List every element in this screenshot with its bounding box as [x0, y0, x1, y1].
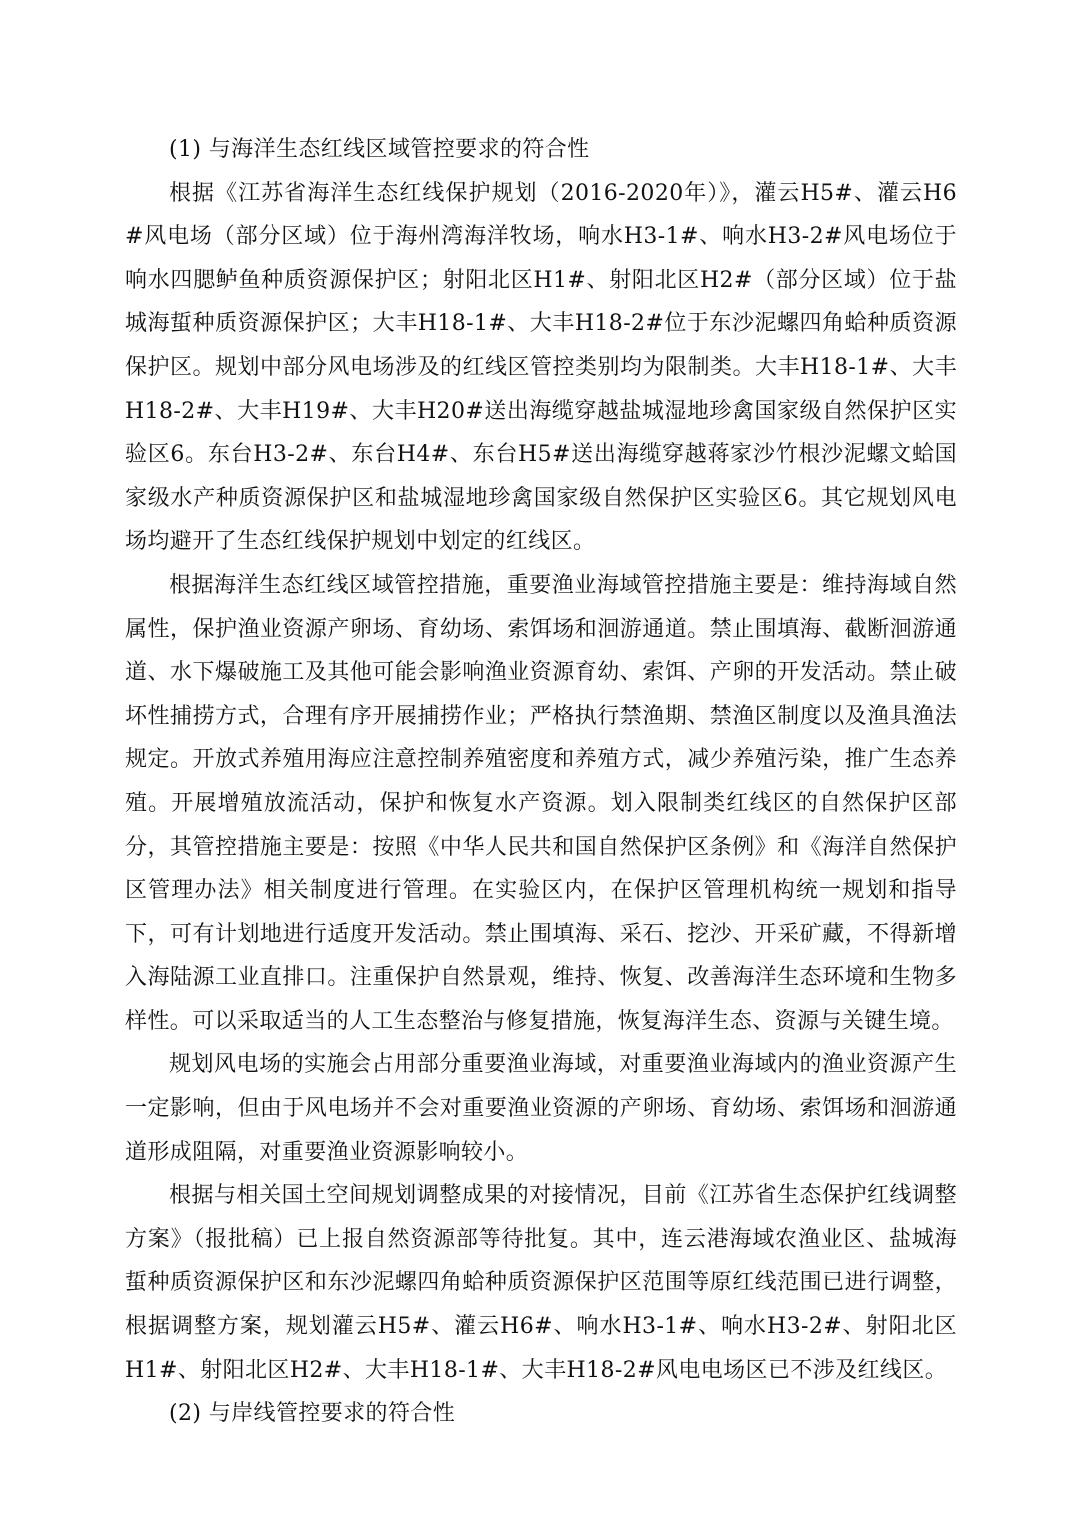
- paragraph-adjustment-plan: 根据与相关国土空间规划调整成果的对接情况，目前《江苏省生态保护红线调整方案》（报批稿）已上报自然资源部等待批复。其中，连云港海域农渔业区、盐城海蜇种质资源保护区和东沙泥螺四角蛤种质资源保护区范围等原红线范围已进行调整，根据调整方案，规划灌云H5#、灌云H6#、响水H3-1#、响水H3-2#、射阳北区H1#、射阳北区H2#、大丰H18-1#、大丰H18-2#风电电场区已不涉及红线区。: [125, 1183, 957, 1383]
- section-heading-1: (1) 与海洋生态红线区域管控要求的符合性: [169, 137, 590, 162]
- paragraph-red-line-regions: 根据《江苏省海洋生态红线保护规划（2016-2020年）》，灌云H5#、灌云H6#风电场（部分区域）位于海州湾海洋牧场，响水H3-1#、响水H3-2#风电场位于响水四腮鲈鱼种质资源保护区；射阳北区H1#、射阳北区H2#（部分区域）位于盐城海蜇种质资源保护区；大丰H18-1#、大丰H18-2#位于东沙泥螺四角蛤种质资源保护区。规划中部分风电场涉及的红线区管控类别均为限制类。大丰H18-1#、大丰H18-2#、大丰H19#、大丰H20#送出海缆穿越盐城湿地珍禽国家级自然保护区实验区6。东台H3-2#、东台H4#、东台H5#送出海缆穿越蒋家沙竹根沙泥螺文蛤国家级水产种质资源保护区和盐城湿地珍禽国家级自然保护区实验区6。其它规划风电场均避开了生态红线保护规划中划定的红线区。: [125, 180, 957, 555]
- section-heading-2: (2) 与岸线管控要求的符合性: [169, 1401, 456, 1427]
- paragraph-impact-assessment: 规划风电场的实施会占用部分重要渔业海域，对重要渔业海域内的渔业资源产生一定影响，但由于风电场并不会对重要渔业资源的产卵场、育幼场、索饵场和洄游通道形成阻隔，对重要渔业资源影响较小。: [125, 1052, 957, 1165]
- document-body: [125, 128, 957, 1436]
- paragraph-control-measures: 根据海洋生态红线区域管控措施，重要渔业海域管控措施主要是：维持海域自然属性，保护渔业资源产卵场、育幼场、索饵场和洄游通道。禁止围填海、截断洄游通道、水下爆破施工及其他可能会影响渔业资源育幼、索饵、产卵的开发活动。禁止破坏性捕捞方式，合理有序开展捕捞作业；严格执行禁渔期、禁渔区制度以及渔具渔法规定。开放式养殖用海应注意控制养殖密度和养殖方式，减少养殖污染，推广生态养殖。开展增殖放流活动，保护和恢复水产资源。划入限制类红线区的自然保护区部分，其管控措施主要是：按照《中华人民共和国自然保护区条例》和《海洋自然保护区管理办法》相关制度进行管理。在实验区内，在保护区管理机构统一规划和指导下，可有计划地进行适度开发活动。禁止围填海、采石、挖沙、开采矿藏，不得新增入海陆源工业直排口。注重保护自然景观，维持、恢复、改善海洋生态环境和生物多样性。可以采取适当的人工生态整治与修复措施，恢复海洋生态、资源与关键生境。: [125, 572, 957, 1034]
